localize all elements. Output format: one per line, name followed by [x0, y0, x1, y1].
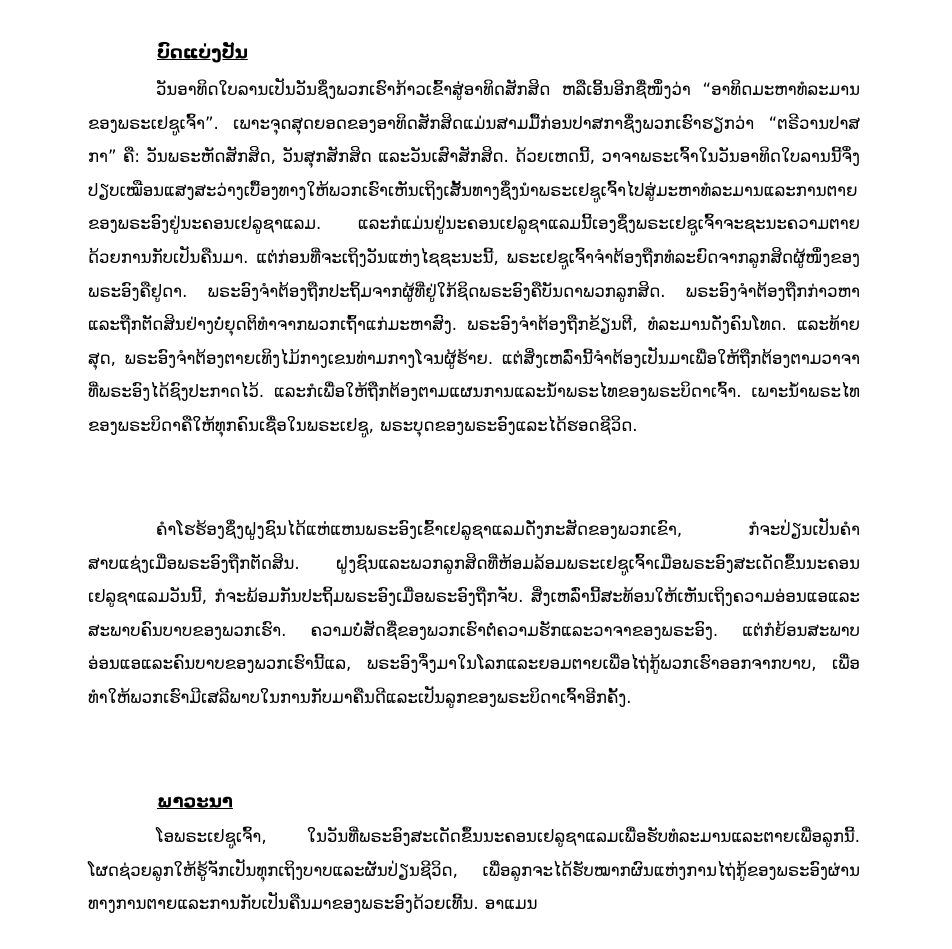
- prayer-text: ໂອພຣະເຢຊູເຈົ້າ, ໃນວັນທີ່ພຣະອົງສະເດັດຂຶ້ນນະຄອນເຢລູຊາແລມເພື່ອຮັບທໍລະມານແລະຕາຍເພື່ອລູກນີ້. ໂຜດຊ່ວຍລູກໃຫ້ຮູ້ຈັກເປັນທຸກເຖິງບາບແລະຜັນປ່ຽນຊີວິດ, ເພື່ອລູກຈະໄດ້ຮັບໝາກຜົນແຫ່ງການໄຖ່ກູ້ຂອງພຣະອົງຜ່ານທາງການຕາຍແລະການກັບເປັນຄືນມາຂອງພຣະອົງດ້ວຍເທີ້ນ. ອາແມນ: [88, 827, 860, 914]
- paragraph-1: ວັນອາທິດໃບລານເປັນວັນຊຶ່ງພວກເຮົາກ້າວເຂົ້າສູ່ອາທິດສັກສິດ ຫລືເອີ້ນອີກຊື່ໜຶ່ງວ່າ “ອາທິດມະຫາທໍລະມານຂອງພຣະເຢຊູເຈົ້າ”. ເພາະຈຸດສຸດຍອດຂອງອາທິດສັກສິດແມ່ນສາມມື້ກ່ອນປາສກາຊຶ່ງພວກເຮົາຮຽກວ່າ “ຕຣີວານປາສກາ” ຄື: ວັນພຣະຫັດສັກສິດ, ວັນສຸກສັກສິດ ແລະວັນເສົາສັກສິດ. ດ້ວຍເຫດນີ້, ວາຈາພຣະເຈົ້າໃນວັນອາທິດໃບລານນີ້ຈຶ່ງປຽບເໝືອນແສງສະວ່າງເບື້ອງທາງໃຫ້ພວກເຮົາເຫັນເຖິງເສັ້ນທາງຊຶ່ງນຳພຣະເຢຊູເຈົ້າໄປສູ່ມະຫາທໍລະມານແລະການຕາຍຂອງພຣະອົງຢູ່ນະຄອນເຢລູຊາແລມ. ແລະກໍແມ່ນຢູ່ນະຄອນເຢລູຊາແລມນີ້ເອງຊຶ່ງພຣະເຢຊູເຈົ້າຈະຊະນະຄວາມຕາຍດ້ວຍການກັບເປັນຄືນມາ. ແຕ່ກ່ອນທີ່ຈະເຖິງວັນແຫ່ງໄຊຊະນະນີ້, ພຣະເຢຊູເຈົ້າຈຳຕ້ອງຖືກທໍລະຍົດຈາກລູກສິດຜູ້ໜຶ່ງຂອງພຣະອົງຄືຢູດາ. ພຣະອົງຈຳຕ້ອງຖືກປະຖິ້ມຈາກຜູ້ທີ່ຢູ່ໃກ້ຊິດພຣະອົງຄືບັນດາພວກລູກສິດ. ພຣະອົງຈຳຕ້ອງຖືກກ່າວຫາແລະຖືກຕັດສິນຢ່າງບໍ່ຍຸດຕິທຳຈາກພວກເຖົ້າແກ່ມະຫາສົງ. ພຣະອົງຈຳຕ້ອງຖືກຂ້ຽນຕີ, ທໍລະມານດັ່ງຄົນໂທດ. ແລະທ້າຍສຸດ, ພຣະອົງຈຳຕ້ອງຕາຍເທິງໄມ້ກາງເຂນທ່າມກາງໂຈນຜູ້ຮ້າຍ. ແຕ່ສິ່ງເຫລົ່ານີ້ຈຳຕ້ອງເປັນມາເພື່ອໃຫ້ຖືກຕ້ອງຕາມວາຈາທີ່ພຣະອົງໄດ້ຊົງປະກາດໄວ້. ແລະກໍເພື່ອໃຫ້ຖືກຕ້ອງຕາມແຜນການແລະນ້ຳພຣະໄທຂອງພຣະບິດາເຈົ້າ. ເພາະນ້ຳພຣະໄທຂອງພຣະບິດາຄືໃຫ້ທຸກຄົນເຊື່ອໃນພຣະເຢຊູ, ພຣະບຸດຂອງພຣະອົງແລະໄດ້ຮອດຊີວິດ.: [88, 80, 860, 435]
- section-title: ບົດແບ່ງປັນ: [157, 42, 248, 63]
- paragraph-2: ຄຳໂຮຮ້ອງຊຶ່ງຝູງຊົນໄດ້ແຫ່ແຫນພຣະອົງເຂົ້າເຢລູຊາແລມດັ່ງກະສັດຂອງພວກເຂົາ, ກໍຈະປ່ຽນເປັນຄຳສາບແຊ່ງເມື່ອພຣະອົງຖືກຕັດສິນ. ຝູງຊົນແລະພວກລູກສິດທີ່ຫ້ອມລ້ອມພຣະເຢຊູເຈົ້າເມື່ອພຣະອົງສະເດັດຂຶ້ນນະຄອນເຢລູຊາແລມວັນນີ້, ກໍຈະພ້ອມກັນປະຖິ້ມພຣະອົງເມື່ອພຣະອົງຖືກຈັບ. ສິ່ງເຫລົ່ານີ້ສະທ້ອນໃຫ້ເຫັນເຖິງຄວາມອ່ອນແອແລະສະພາບຄົນບາບຂອງພວກເຮົາ. ຄວາມບໍ່ສັດຊື່ຂອງພວກເຮົາຕໍ່ຄວາມຮັກແລະວາຈາຂອງພຣະອົງ. ແຕ່ກໍຍ້ອນສະພາບອ່ອນແອແລະຄົນບາບຂອງພວກເຮົານີ້ແລ, ພຣະອົງຈຶ່ງມາໃນໂລກແລະຍອມຕາຍເພື່ອໄຖ່ກູ້ພວກເຮົາອອກຈາກບາບ, ເພື່ອທຳໃຫ້ພວກເຮົາມີເສລີພາບໃນການກັບມາຄືນດີແລະເປັນລູກຂອງພຣະບິດາເຈົ້າອີກຄັ້ງ.: [88, 520, 860, 707]
- prayer-title: ພາວະນາ: [157, 791, 233, 812]
